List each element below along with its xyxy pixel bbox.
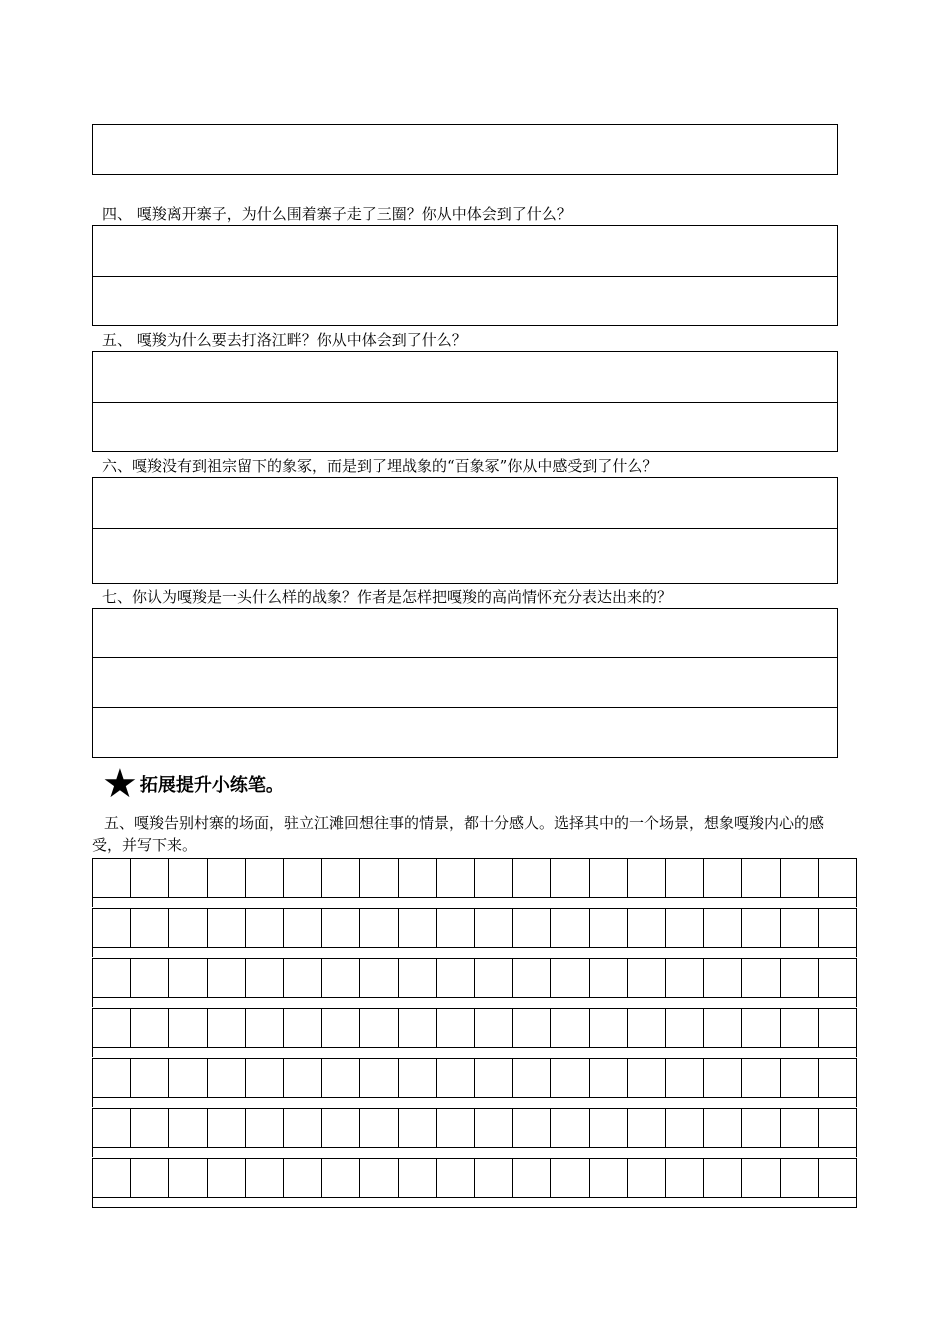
grid-row: [92, 1158, 857, 1198]
grid-cell[interactable]: [628, 1059, 666, 1097]
grid-cell[interactable]: [360, 1109, 398, 1147]
grid-cell[interactable]: [208, 1109, 246, 1147]
grid-cell[interactable]: [93, 1009, 131, 1047]
question-6: 六、嘎羧没有到祖宗留下的象冢，而是到了埋战象的“百象冢”你从中感受到了什么？: [102, 457, 658, 475]
grid-cell[interactable]: [628, 1159, 666, 1197]
grid-cell[interactable]: [742, 1159, 780, 1197]
grid-cell[interactable]: [399, 909, 437, 947]
grid-cell[interactable]: [666, 1109, 704, 1147]
grid-cell[interactable]: [781, 909, 819, 947]
grid-cell[interactable]: [628, 859, 666, 897]
grid-cell[interactable]: [513, 859, 551, 897]
grid-row: [92, 1108, 857, 1148]
answer-box-q5[interactable]: [92, 351, 838, 452]
grid-cell[interactable]: [208, 859, 246, 897]
answer-line: [93, 402, 837, 403]
grid-cell[interactable]: [399, 1059, 437, 1097]
grid-cell[interactable]: [399, 1159, 437, 1197]
row-spacer: [92, 1198, 857, 1207]
grid-row: [92, 1058, 857, 1098]
grid-cell[interactable]: [742, 1009, 780, 1047]
grid-cell[interactable]: [399, 859, 437, 897]
grid-cell[interactable]: [590, 859, 628, 897]
grid-cell[interactable]: [551, 1159, 589, 1197]
row-spacer: [92, 948, 857, 957]
grid-cell[interactable]: [704, 1109, 742, 1147]
row-spacer: [92, 1098, 857, 1107]
grid-cell[interactable]: [742, 959, 780, 997]
grid-cell[interactable]: [322, 859, 360, 897]
grid-cell[interactable]: [781, 859, 819, 897]
row-spacer: [92, 998, 857, 1007]
grid-cell[interactable]: [781, 959, 819, 997]
grid-cell[interactable]: [475, 909, 513, 947]
grid-cell[interactable]: [475, 1159, 513, 1197]
grid-cell[interactable]: [284, 1109, 322, 1147]
grid-cell[interactable]: [246, 909, 284, 947]
grid-cell[interactable]: [513, 1159, 551, 1197]
row-spacer: [92, 898, 857, 907]
grid-cell[interactable]: [169, 909, 207, 947]
star-icon: ★: [102, 761, 138, 807]
grid-cell[interactable]: [819, 909, 856, 947]
grid-cell[interactable]: [513, 1009, 551, 1047]
grid-cell[interactable]: [475, 959, 513, 997]
grid-cell[interactable]: [131, 1009, 169, 1047]
grid-cell[interactable]: [246, 1059, 284, 1097]
grid-cell[interactable]: [819, 1109, 856, 1147]
grid-cell[interactable]: [666, 859, 704, 897]
grid-cell[interactable]: [437, 1159, 475, 1197]
grid-cell[interactable]: [628, 1009, 666, 1047]
grid-cell[interactable]: [819, 1059, 856, 1097]
grid-cell[interactable]: [437, 1109, 475, 1147]
grid-cell[interactable]: [360, 859, 398, 897]
grid-cell[interactable]: [246, 859, 284, 897]
grid-cell[interactable]: [360, 1059, 398, 1097]
answer-box-q3[interactable]: [92, 124, 838, 175]
grid-cell[interactable]: [513, 959, 551, 997]
answer-line: [93, 528, 837, 529]
grid-cell[interactable]: [322, 959, 360, 997]
grid-cell[interactable]: [399, 959, 437, 997]
grid-cell[interactable]: [322, 1109, 360, 1147]
grid-cell[interactable]: [551, 909, 589, 947]
grid-cell[interactable]: [475, 859, 513, 897]
grid-cell[interactable]: [590, 1059, 628, 1097]
grid-cell[interactable]: [360, 909, 398, 947]
row-spacer: [92, 1148, 857, 1157]
grid-cell[interactable]: [437, 1059, 475, 1097]
grid-cell[interactable]: [437, 1009, 475, 1047]
grid-row: [92, 858, 857, 898]
grid-cell[interactable]: [284, 1059, 322, 1097]
grid-cell[interactable]: [322, 1059, 360, 1097]
grid-cell[interactable]: [131, 1109, 169, 1147]
grid-cell[interactable]: [360, 959, 398, 997]
grid-cell[interactable]: [131, 959, 169, 997]
extension-heading: [102, 761, 284, 807]
grid-cell[interactable]: [551, 1059, 589, 1097]
grid-cell[interactable]: [360, 1159, 398, 1197]
grid-cell[interactable]: [169, 1109, 207, 1147]
grid-cell[interactable]: [628, 909, 666, 947]
grid-cell[interactable]: [819, 1159, 856, 1197]
answer-box-q7[interactable]: [92, 608, 838, 758]
grid-cell[interactable]: [93, 1159, 131, 1197]
writing-grid[interactable]: [92, 858, 857, 1207]
grid-cell[interactable]: [169, 1009, 207, 1047]
extension-title: 拓展提升小练笔。: [139, 775, 284, 796]
grid-cell[interactable]: [628, 959, 666, 997]
grid-cell[interactable]: [742, 1109, 780, 1147]
question-5: 五、 嘎羧为什么要去打洛江畔？你从中体会到了什么？: [102, 331, 467, 349]
grid-cell[interactable]: [666, 1159, 704, 1197]
grid-cell[interactable]: [169, 859, 207, 897]
grid-cell[interactable]: [322, 1009, 360, 1047]
grid-cell[interactable]: [93, 959, 131, 997]
grid-cell[interactable]: [284, 859, 322, 897]
grid-cell[interactable]: [93, 1059, 131, 1097]
grid-cell[interactable]: [208, 1009, 246, 1047]
grid-cell[interactable]: [208, 1059, 246, 1097]
question-7: 七、你认为嘎羧是一头什么样的战象？作者是怎样把嘎羧的高尚情怀充分表达出来的？: [102, 588, 673, 606]
grid-cell[interactable]: [781, 1159, 819, 1197]
grid-cell[interactable]: [742, 1059, 780, 1097]
grid-cell[interactable]: [475, 1059, 513, 1097]
grid-cell[interactable]: [399, 1009, 437, 1047]
grid-cell[interactable]: [590, 909, 628, 947]
grid-row: [92, 908, 857, 948]
grid-cell[interactable]: [704, 859, 742, 897]
grid-cell[interactable]: [666, 1059, 704, 1097]
grid-cell[interactable]: [131, 1159, 169, 1197]
grid-cell[interactable]: [131, 1059, 169, 1097]
grid-cell[interactable]: [437, 909, 475, 947]
grid-cell[interactable]: [551, 859, 589, 897]
grid-cell[interactable]: [475, 1109, 513, 1147]
grid-cell[interactable]: [322, 1159, 360, 1197]
grid-cell[interactable]: [246, 1159, 284, 1197]
grid-cell[interactable]: [246, 959, 284, 997]
grid-cell[interactable]: [742, 859, 780, 897]
grid-cell[interactable]: [437, 859, 475, 897]
grid-cell[interactable]: [590, 1159, 628, 1197]
grid-cell[interactable]: [513, 1059, 551, 1097]
grid-cell[interactable]: [590, 1109, 628, 1147]
answer-box-q4[interactable]: [92, 225, 838, 326]
grid-cell[interactable]: [590, 1009, 628, 1047]
grid-cell[interactable]: [208, 959, 246, 997]
grid-row: [92, 1008, 857, 1048]
answer-line: [93, 707, 837, 708]
grid-cell[interactable]: [819, 1009, 856, 1047]
grid-cell[interactable]: [475, 1009, 513, 1047]
grid-cell[interactable]: [360, 1009, 398, 1047]
grid-cell[interactable]: [704, 909, 742, 947]
grid-cell[interactable]: [93, 909, 131, 947]
grid-cell[interactable]: [551, 1009, 589, 1047]
grid-cell[interactable]: [819, 859, 856, 897]
grid-cell[interactable]: [628, 1109, 666, 1147]
grid-cell[interactable]: [551, 1109, 589, 1147]
grid-cell[interactable]: [284, 959, 322, 997]
answer-line: [93, 276, 837, 277]
row-spacer: [92, 1048, 857, 1057]
grid-cell[interactable]: [819, 959, 856, 997]
grid-cell[interactable]: [131, 909, 169, 947]
grid-row: [92, 958, 857, 998]
grid-cell[interactable]: [437, 959, 475, 997]
grid-bottom-border: [92, 1207, 857, 1208]
grid-cell[interactable]: [666, 959, 704, 997]
answer-line: [93, 657, 837, 658]
grid-cell[interactable]: [284, 909, 322, 947]
grid-cell[interactable]: [742, 909, 780, 947]
answer-box-q6[interactable]: [92, 477, 838, 584]
grid-cell[interactable]: [666, 909, 704, 947]
grid-cell[interactable]: [551, 959, 589, 997]
grid-cell[interactable]: [704, 959, 742, 997]
grid-cell[interactable]: [322, 909, 360, 947]
grid-cell[interactable]: [246, 1109, 284, 1147]
grid-cell[interactable]: [704, 1009, 742, 1047]
grid-cell[interactable]: [781, 1059, 819, 1097]
grid-cell[interactable]: [93, 859, 131, 897]
grid-cell[interactable]: [513, 909, 551, 947]
question-4: 四、 嘎羧离开寨子，为什么围着寨子走了三圈？你从中体会到了什么？: [102, 205, 572, 223]
grid-cell[interactable]: [590, 959, 628, 997]
grid-cell[interactable]: [169, 1059, 207, 1097]
writing-prompt: 五、嘎羧告别村寨的场面，驻立江滩回想往事的情景，都十分感人。选择其中的一个场景，想象嘎羧内心的感受，并写下来。: [92, 814, 825, 854]
grid-cell[interactable]: [169, 1159, 207, 1197]
grid-cell[interactable]: [246, 1009, 284, 1047]
grid-cell[interactable]: [284, 1009, 322, 1047]
grid-cell[interactable]: [93, 1109, 131, 1147]
grid-cell[interactable]: [169, 959, 207, 997]
grid-cell[interactable]: [208, 909, 246, 947]
grid-cell[interactable]: [131, 859, 169, 897]
grid-cell[interactable]: [513, 1109, 551, 1147]
grid-cell[interactable]: [666, 1009, 704, 1047]
grid-cell[interactable]: [284, 1159, 322, 1197]
grid-cell[interactable]: [704, 1059, 742, 1097]
grid-cell[interactable]: [208, 1159, 246, 1197]
grid-cell[interactable]: [704, 1159, 742, 1197]
grid-cell[interactable]: [399, 1109, 437, 1147]
grid-cell[interactable]: [781, 1009, 819, 1047]
grid-cell[interactable]: [781, 1109, 819, 1147]
